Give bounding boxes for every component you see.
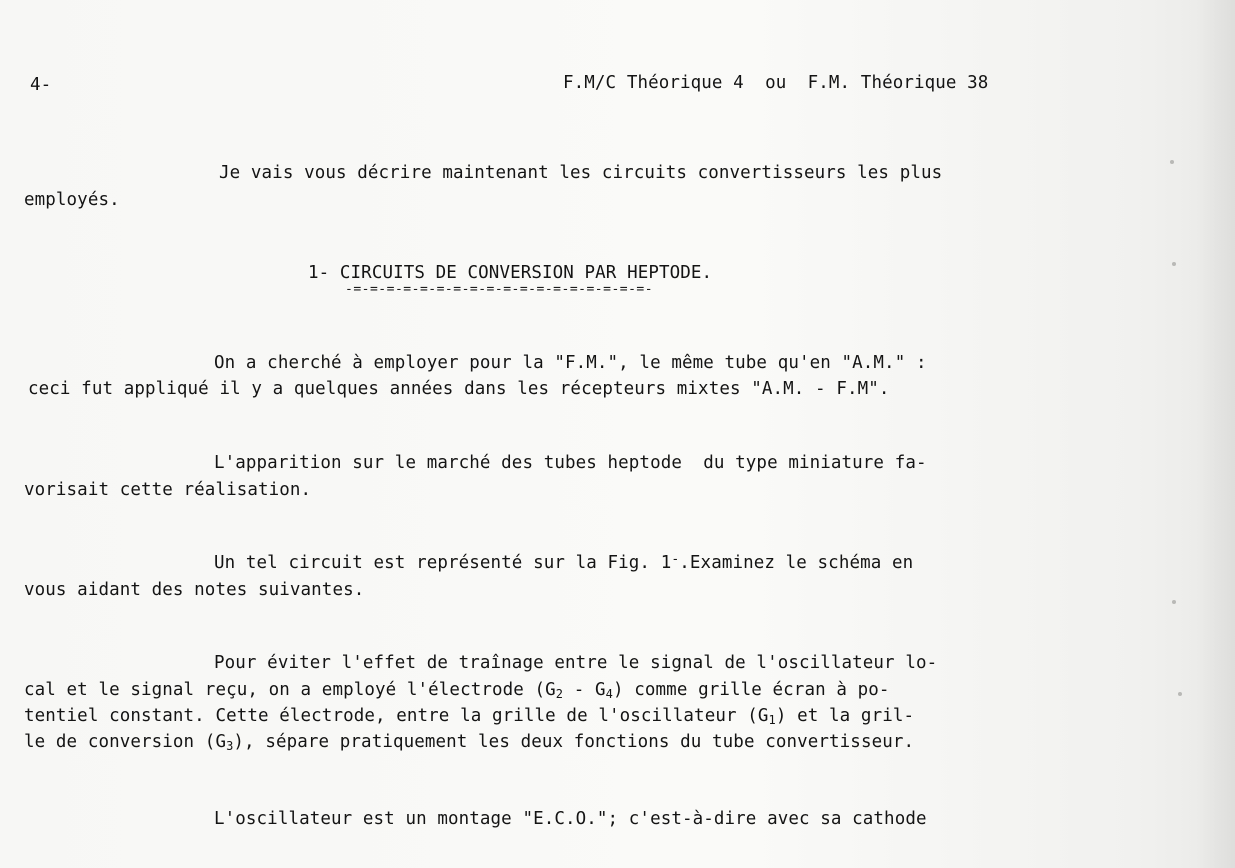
paragraph-3-line-2: vorisait cette réalisation. [24,480,312,500]
paragraph-2-line-1: On a cherché à employer pour la "F.M.", le même tube qu'en "A.M." : [214,353,927,373]
subscript-2: 2 [555,687,564,701]
paragraph-5-line-4-text-a: le de conversion (G [24,732,227,752]
paragraph-4-text-b: .Examinez le schéma en [679,553,914,573]
paragraph-5-line-2-text-b: - G [563,680,606,700]
page-edge-shadow [1195,0,1235,868]
paragraph-5-line-4-text-b: ), sépare pratiquement les deux fonctions du tube convertisseur. [233,732,915,752]
course-reference: F.M/C Théorique 4 ou F.M. Théorique 38 [563,73,989,93]
subscript-4: 4 [605,687,613,701]
paragraph-5-line-2-text-a: cal et le signal reçu, on a employé l'électrode (G [24,680,556,700]
paragraph-5-line-2-text-c: ) comme grille écran à po- [613,680,890,700]
paragraph-5-line-4 [24,731,914,753]
paragraph-5-line-3-text-b: ) et la gril- [775,706,915,726]
paragraph-5-line-3-text-a: tentiel constant. Cette électrode, entre la grille de l'oscillateur (G [24,706,769,726]
paragraph-4-text-a: Un tel circuit est représenté sur la Fig. 1 [214,553,672,573]
scan-speck [1178,692,1182,696]
paragraph-4-line-1 [214,552,913,574]
subscript-3: 3 [226,739,234,753]
page-number: 4- [30,75,52,95]
paragraph-6-line-1: L'oscillateur est un montage "E.C.O."; c'est-à-dire avec sa cathode [214,809,927,829]
paragraph-3-line-1: L'apparition sur le marché des tubes heptode du type miniature fa- [214,453,927,473]
scan-speck [1172,262,1176,266]
paragraph-5-line-2 [24,679,890,701]
paragraph-5-line-1: Pour éviter l'effet de traînage entre le signal de l'oscillateur lo- [214,653,938,673]
section-heading: 1- CIRCUITS DE CONVERSION PAR HEPTODE. [308,263,713,283]
paragraph-2-line-2: ceci fut appliqué il y a quelques années dans les récepteurs mixtes "A.M. - F.M". [28,379,890,399]
paragraph-4-line-2: vous aidant des notes suivantes. [24,580,365,600]
scan-speck [1170,160,1174,164]
section-heading-underline: -=-=-=-=-=-=-=-=-=-=-=-=-=-=-=-=-=-=- [345,282,654,297]
paragraph-1-line-2: employés. [24,190,120,210]
paragraph-5-line-3 [24,705,914,727]
scan-speck [1172,600,1176,604]
figure-mark: - [671,552,680,567]
subscript-1: 1 [768,713,776,727]
paragraph-1-line-1: Je vais vous décrire maintenant les circuits convertisseurs les plus [219,163,943,183]
